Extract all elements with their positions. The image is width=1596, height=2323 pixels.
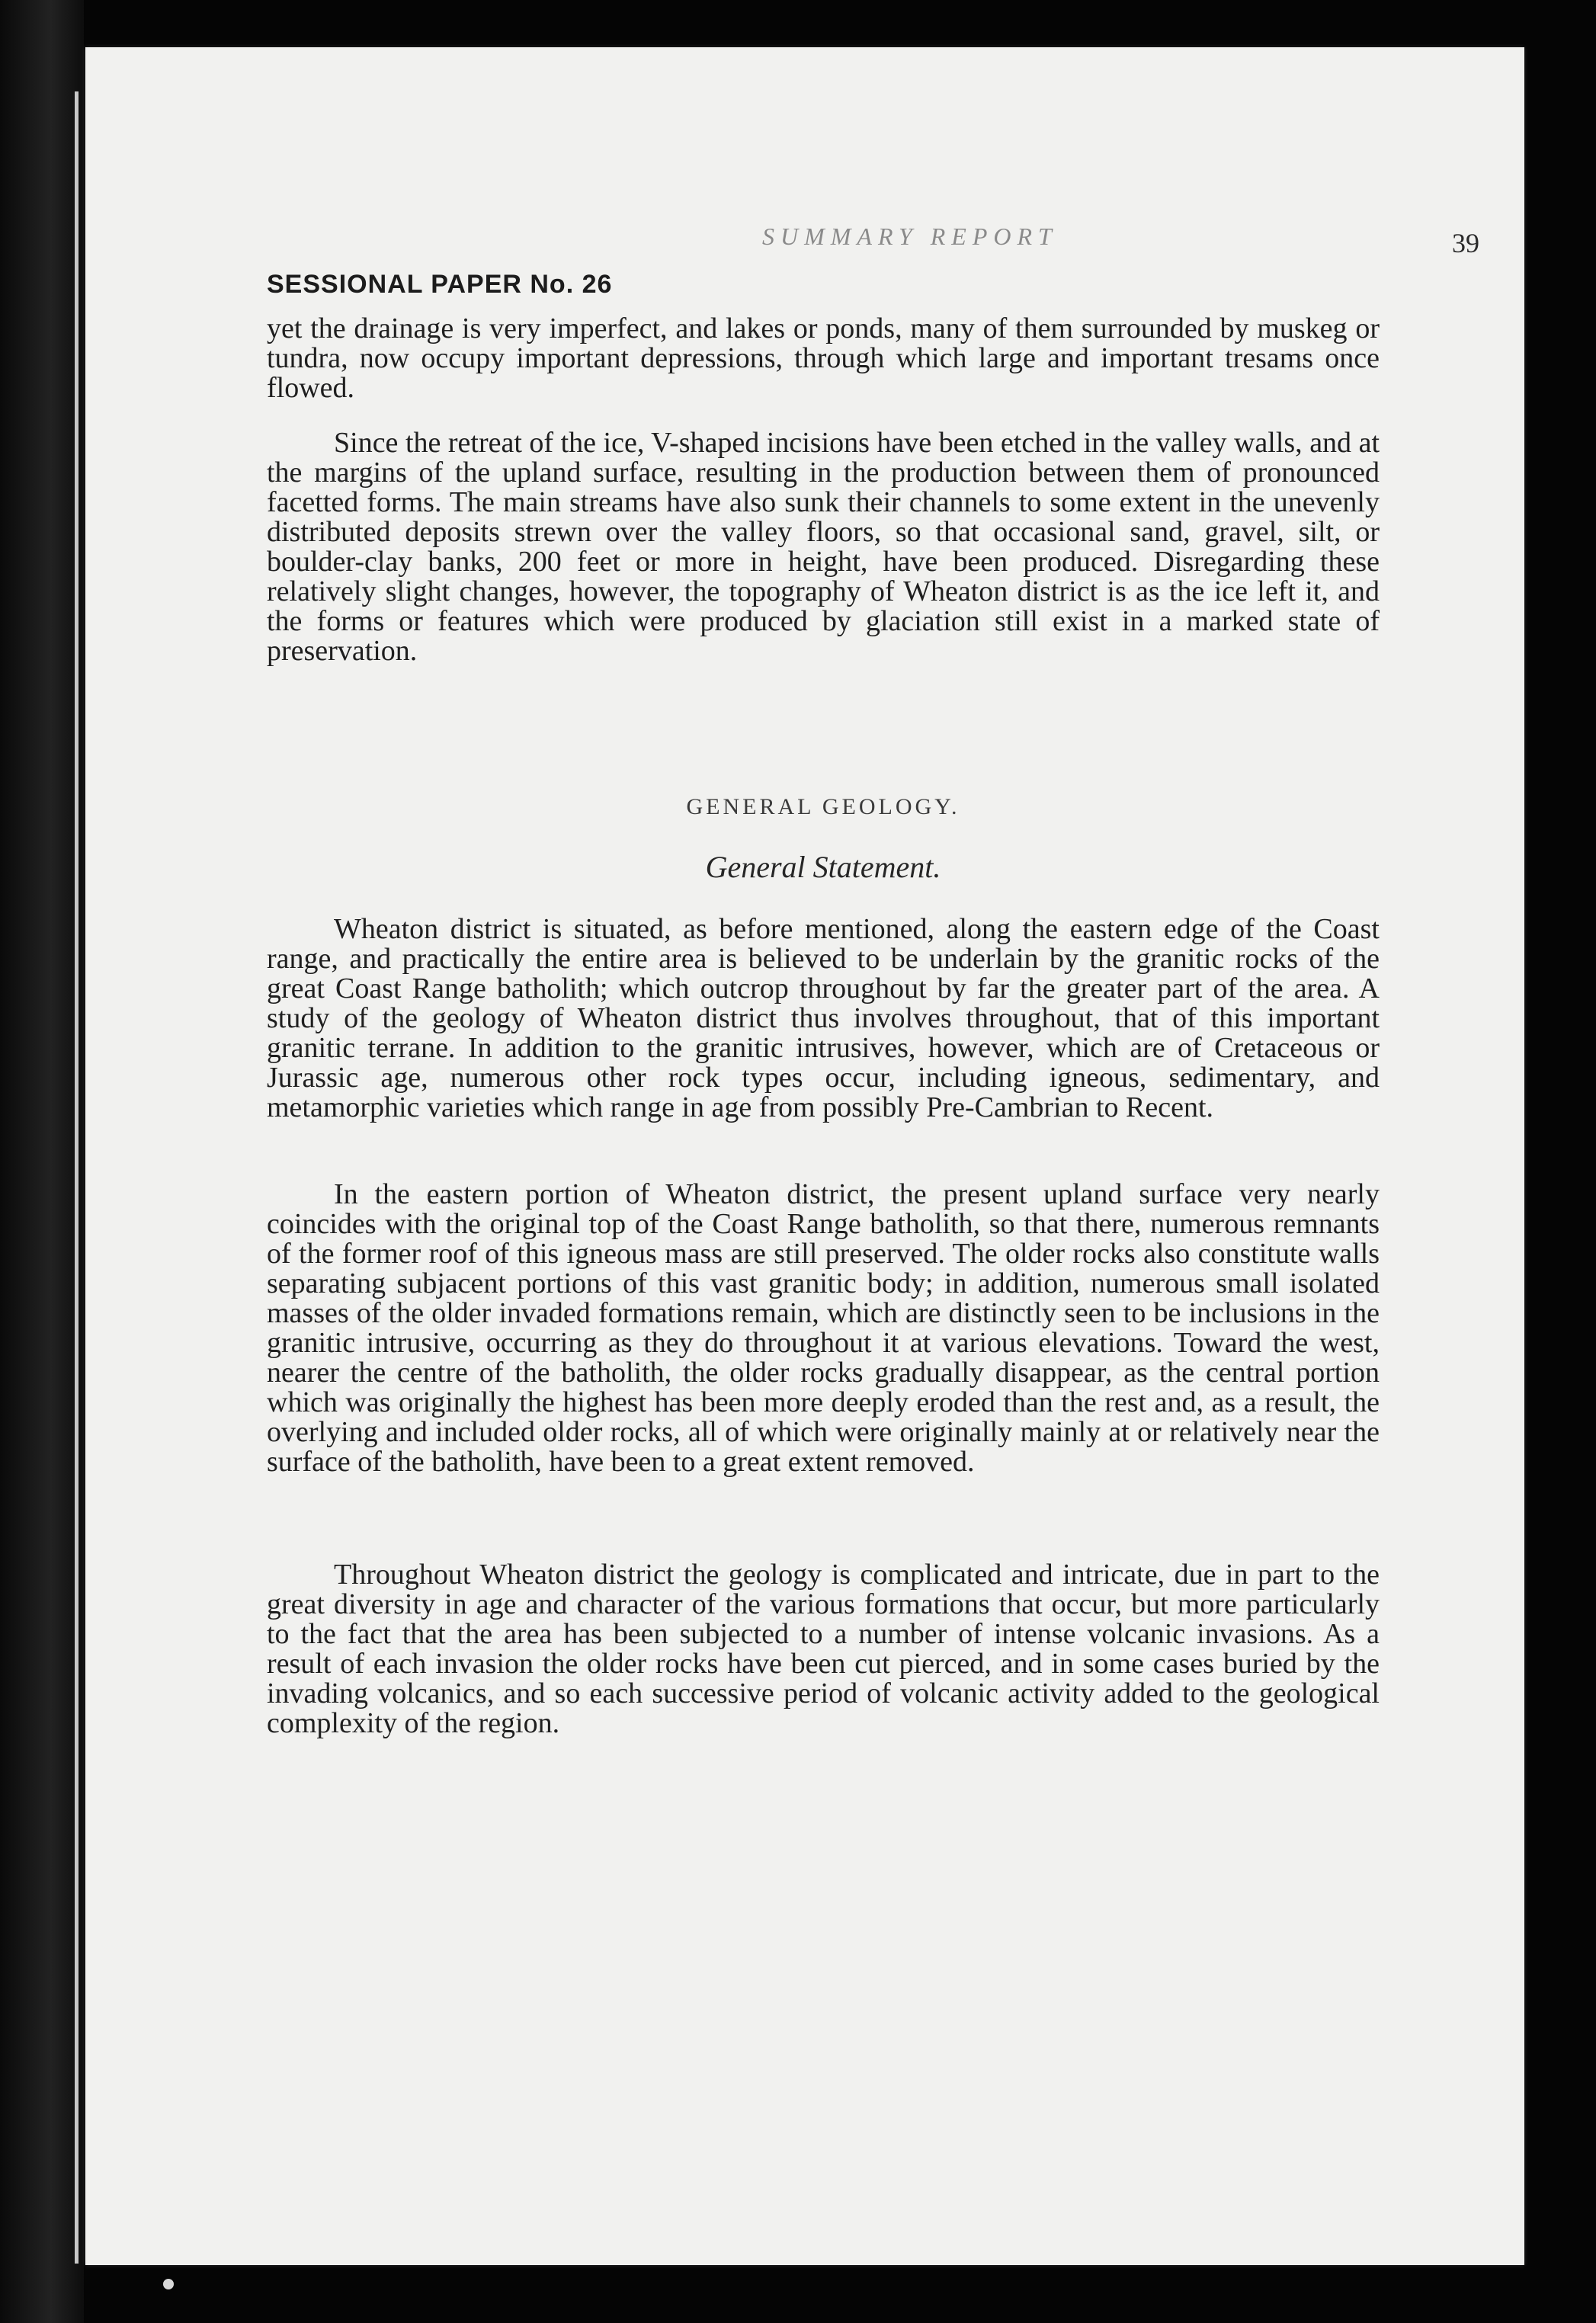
scan-speck [163, 2279, 174, 2289]
paragraph-wheaton-district: Wheaton district is situated, as before mentioned, along the eastern edge of the Coast range, and practically the entire area is believed to be underlain by the granitic rocks of the great Coast Range batholith; which outcrop throughout by far the greater part of the area. A study of the geology of Wheaton district thus involves throughout, that of this important granitic terrane. In addition to the granitic intrusives, however, which are of Cretaceous or Jurassic age, numerous other rock types occur, including igneous, sedimentary, and metamorphic varieties which range in age from possibly Pre-Cambrian to Recent. [267, 913, 1380, 1123]
running-title: SUMMARY REPORT [762, 223, 1058, 250]
paragraph-ice-retreat: Since the retreat of the ice, V-shaped incisions have been etched in the valley walls, and at the margins of the upland surface, resulting in the production between them of pronounced facetted forms. The main streams have also sunk their channels to some extent in the unevenly distributed deposits strewn over the valley floors, so that occasional sand, gravel, silt, or boulder-clay banks, 200 feet or more in height, have been produced. Disregarding these relatively slight changes, however, the topography of Wheaton district is as the ice left it, and the forms or features which were produced by glaciation still exist in a marked state of preservation. [267, 427, 1380, 667]
document-page [85, 47, 1524, 2265]
running-header [267, 223, 1479, 268]
scan-left-margin [0, 0, 84, 2323]
paragraph-geology-complicated: Throughout Wheaton district the geology is complicated and intricate, due in part to the great diversity in age and character of the various formations that occur, but more particularly to the fact that the area has been subjected to a number of intense volcanic invasions. As a result of each invasion the older rocks have been cut pierced, and in some cases buried by the invading volcanics, and so each successive period of volcanic activity added to the geological complexity of the region. [267, 1559, 1380, 1739]
paragraph-drainage: yet the drainage is very imperfect, and lakes or ponds, many of them surrounded by muskeg or tundra, now occupy important depressions, through which large and important tresams once flowed. [267, 312, 1380, 404]
binding-edge-line [75, 91, 79, 2264]
paragraph-eastern-portion: In the eastern portion of Wheaton district, the present upland surface very nearly coincides with the original top of the Coast Range batholith, so that there, numerous remnants of the former roof of this igneous mass are still preserved. The older rocks also constitute walls separating subjacent portions of this vast granitic body; in addition, numerous small isolated masses of the older invaded formations remain, which are distinctly seen to be inclusions in the granitic intrusive, occurring as they do throughout it at various elevations. Toward the west, nearer the centre of the batholith, the older rocks gradually disappear, as the central portion which was originally the highest has been more deeply eroded than the rest and, as a result, the overlying and included older rocks, all of which were originally mainly at or relatively near the surface of the batholith, have been to a great extent removed. [267, 1178, 1380, 1478]
section-subheading: General Statement. [705, 850, 941, 884]
sessional-paper-label: SESSIONAL PAPER No. 26 [267, 270, 613, 299]
section-heading: GENERAL GEOLOGY. [686, 794, 960, 819]
page-number: 39 [1452, 228, 1479, 258]
